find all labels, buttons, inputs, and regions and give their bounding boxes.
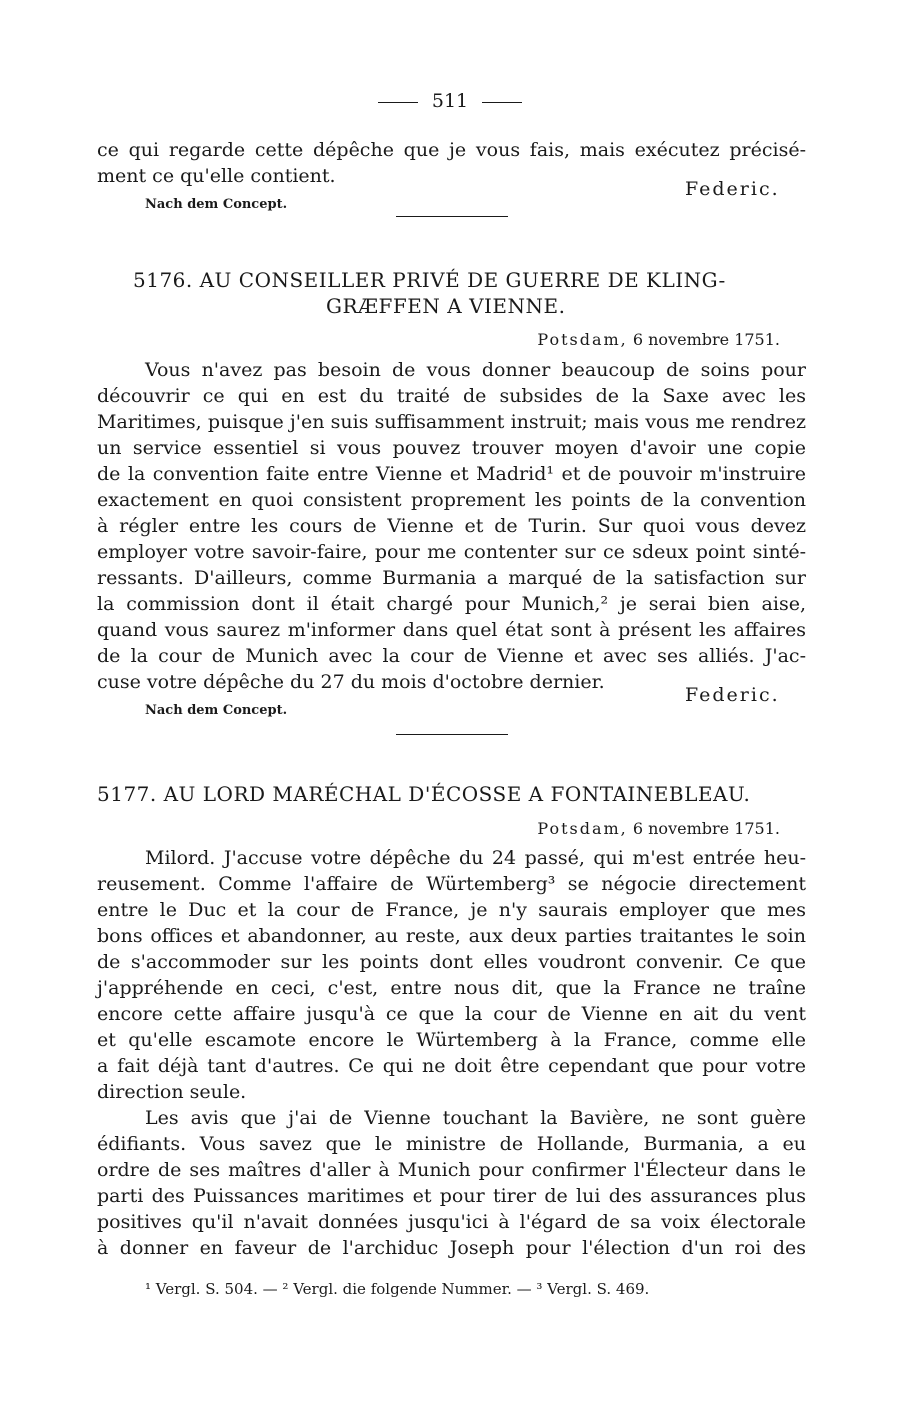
text-line: un service essentiel si vous pouvez trouver moyen d'avoir une copie xyxy=(97,437,806,459)
page-number-dash-right xyxy=(482,102,522,103)
text-line: employer votre savoir-faire, pour me contenter sur ce sdeux point sinté- xyxy=(97,541,806,563)
text-line: exactement en quoi consistent proprement les points de la convention xyxy=(97,489,806,511)
text-line: quand vous saurez m'informer dans quel état sont à présent les affaires xyxy=(97,619,806,641)
dateline xyxy=(537,819,780,838)
text-line: ressants. D'ailleurs, comme Burmania a marqué de la satisfaction sur xyxy=(97,567,806,589)
text-line: cuse votre dépêche du 27 du mois d'octobre dernier. xyxy=(97,671,605,693)
text-line: découvrir ce qui en est du traité de subsides de la Saxe avec les xyxy=(97,385,806,407)
text-line: parti des Puissances maritimes et pour tirer de lui des assurances plus xyxy=(97,1185,806,1207)
text-line: Les avis que j'ai de Vienne touchant la Bavière, ne sont guère xyxy=(145,1107,806,1129)
text-line: à donner en faveur de l'archiduc Joseph pour l'élection d'un roi des xyxy=(97,1237,806,1259)
text-line: ment ce qu'elle contient. xyxy=(97,165,336,187)
text-line: de s'accommoder sur les points dont elles voudront convenir. Ce que xyxy=(97,951,806,973)
text-line: reusement. Comme l'affaire de Würtemberg³ se négocie directement xyxy=(97,873,806,895)
text-line: ordre de ses maîtres d'aller à Munich pour confirmer l'Électeur dans le xyxy=(97,1159,806,1181)
text-line: de la cour de Munich avec la cour de Vienne et avec ses alliés. J'ac- xyxy=(97,645,806,667)
letter-heading: 5176. AU CONSEILLER PRIVÉ DE GUERRE DE KLING- xyxy=(133,268,726,292)
text-line: ce qui regarde cette dépêche que je vous fais, mais exécutez précisé- xyxy=(97,139,806,161)
text-line: Milord. J'accuse votre dépêche du 24 passé, qui m'est entrée heu- xyxy=(145,847,806,869)
dateline-place: Potsdam, xyxy=(537,330,628,349)
source-note: Nach dem Concept. xyxy=(145,703,288,718)
dateline-date: 6 novembre 1751. xyxy=(632,819,780,838)
text-line: direction seule. xyxy=(97,1081,247,1103)
dateline-place: Potsdam, xyxy=(537,819,628,838)
text-line: bons offices et abandonner, au reste, aux deux parties traitantes le soin xyxy=(97,925,806,947)
page-number-text: 511 xyxy=(431,90,469,112)
footnotes: ¹ Vergl. S. 504. — ² Vergl. die folgende Nummer. — ³ Vergl. S. 469. xyxy=(145,1280,650,1298)
dateline-date: 6 novembre 1751. xyxy=(632,330,780,349)
text-line: Maritimes, puisque j'en suis suffisamment instruit; mais vous me rendrez xyxy=(97,411,806,433)
section-divider xyxy=(396,216,508,217)
text-line: édifiants. Vous savez que le ministre de Hollande, Burmania, a eu xyxy=(97,1133,806,1155)
text-line: à régler entre les cours de Vienne et de Turin. Sur quoi vous devez xyxy=(97,515,806,537)
text-line: Vous n'avez pas besoin de vous donner beaucoup de soins pour xyxy=(145,359,806,381)
text-line: de la convention faite entre Vienne et Madrid¹ et de pouvoir m'instruire xyxy=(97,463,806,485)
text-line: j'appréhende en ceci, c'est, entre nous dit, que la France ne traîne xyxy=(97,977,806,999)
text-line: positives qu'il n'avait données jusqu'ici à l'égard de sa voix électorale xyxy=(97,1211,806,1233)
text-line: entre le Duc et la cour de France, je n'y saurais employer que mes xyxy=(97,899,806,921)
text-line: et qu'elle escamote encore le Würtemberg à la France, comme elle xyxy=(97,1029,806,1051)
text-line: la commission dont il était chargé pour Munich,² je serai bien aise, xyxy=(97,593,806,615)
letter-heading: 5177. AU LORD MARÉCHAL D'ÉCOSSE A FONTAINEBLEAU. xyxy=(97,782,751,806)
text-line: a fait déjà tant d'autres. Ce qui ne doit être cependant que pour votre xyxy=(97,1055,806,1077)
dateline xyxy=(537,330,780,349)
letter-heading: GRÆFFEN A VIENNE. xyxy=(326,294,566,318)
page-number xyxy=(0,90,900,112)
page-number-dash-left xyxy=(378,102,418,103)
source-note: Nach dem Concept. xyxy=(145,197,288,212)
signature: Federic. xyxy=(685,178,780,200)
signature: Federic. xyxy=(685,684,780,706)
section-divider xyxy=(396,734,508,735)
text-line: encore cette affaire jusqu'à ce que la cour de Vienne en ait du vent xyxy=(97,1003,806,1025)
